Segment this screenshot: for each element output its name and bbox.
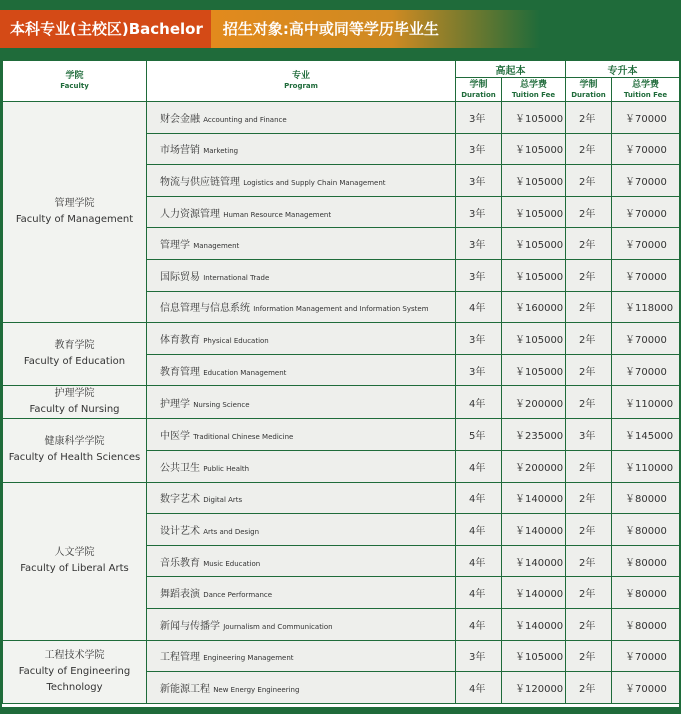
program-cell <box>147 640 456 672</box>
duration-gaoqiben-cell: 3年 <box>456 133 502 165</box>
faculty-cell <box>3 419 147 482</box>
program-name-en: International Trade <box>203 273 270 282</box>
fee-zhuanshengben-cell: ￥70000 <box>612 354 680 386</box>
table-row <box>3 102 680 134</box>
faculty-name-zh: 人文学院 <box>54 547 95 559</box>
duration-zhuanshengben-cell: 2年 <box>566 133 612 165</box>
duration-zhuanshengben-cell: 2年 <box>566 545 612 577</box>
fee-gaoqiben-cell: ￥105000 <box>502 228 566 260</box>
header-group-zhuanshengben: 专升本 <box>566 61 680 78</box>
fee-zhuanshengben-cell: ￥70000 <box>612 165 680 197</box>
duration-gaoqiben-cell: 3年 <box>456 354 502 386</box>
duration-gaoqiben-cell: 3年 <box>456 228 502 260</box>
program-name-en: Music Education <box>203 559 261 568</box>
duration-zhuanshengben-cell: 2年 <box>566 450 612 482</box>
fee-zhuanshengben-cell: ￥145000 <box>612 419 680 451</box>
faculty-cell <box>3 386 147 419</box>
duration-gaoqiben-cell: 3年 <box>456 259 502 291</box>
faculty-cell <box>3 640 147 703</box>
program-cell <box>147 291 456 323</box>
faculty-cell <box>3 102 147 323</box>
program-cell <box>147 577 456 609</box>
program-cell <box>147 482 456 514</box>
program-name-en: Logistics and Supply Chain Management <box>243 178 386 187</box>
fee-gaoqiben-cell: ￥105000 <box>502 640 566 672</box>
table-row <box>3 386 680 419</box>
duration-gaoqiben-cell: 4年 <box>456 482 502 514</box>
program-name-zh: 工程管理 <box>160 652 200 664</box>
fee-gaoqiben-cell: ￥140000 <box>502 577 566 609</box>
header-duration-1: 学制 Duration <box>456 78 502 102</box>
fee-zhuanshengben-cell: ￥70000 <box>612 323 680 355</box>
duration-zhuanshengben-cell: 3年 <box>566 419 612 451</box>
program-name-zh: 财会金融 <box>160 113 200 125</box>
fee-zhuanshengben-cell: ￥110000 <box>612 386 680 419</box>
header-group-gaoqiben: 高起本 <box>456 61 566 78</box>
fee-zhuanshengben-cell: ￥80000 <box>612 577 680 609</box>
fee-zhuanshengben-cell: ￥80000 <box>612 482 680 514</box>
program-cell <box>147 608 456 640</box>
fee-gaoqiben-cell: ￥105000 <box>502 354 566 386</box>
fee-zhuanshengben-cell: ￥80000 <box>612 514 680 546</box>
fee-zhuanshengben-cell: ￥80000 <box>612 545 680 577</box>
table-row <box>3 419 680 451</box>
program-cell <box>147 228 456 260</box>
program-name-zh: 信息管理与信息系统 <box>160 303 250 315</box>
program-name-zh: 新闻与传播学 <box>160 620 220 632</box>
header-faculty-en: Faculty <box>60 82 89 90</box>
duration-zhuanshengben-cell: 2年 <box>566 102 612 134</box>
program-cell <box>147 102 456 134</box>
duration-zhuanshengben-cell: 2年 <box>566 482 612 514</box>
program-name-en: Digital Arts <box>203 496 243 505</box>
program-name-zh: 新能源工程 <box>160 683 210 695</box>
duration-zhuanshengben-cell: 2年 <box>566 259 612 291</box>
program-name-en: Marketing <box>203 147 239 156</box>
fee-gaoqiben-cell: ￥160000 <box>502 291 566 323</box>
duration-gaoqiben-cell: 4年 <box>456 608 502 640</box>
program-cell <box>147 196 456 228</box>
fee-gaoqiben-cell: ￥105000 <box>502 133 566 165</box>
header-faculty-zh: 学院 <box>65 71 84 81</box>
fee-gaoqiben-cell: ￥200000 <box>502 386 566 419</box>
fee-zhuanshengben-cell: ￥70000 <box>612 196 680 228</box>
faculty-name-en: Faculty of Health Sciences <box>8 452 141 464</box>
program-name-en: Arts and Design <box>203 527 260 536</box>
fee-gaoqiben-cell: ￥140000 <box>502 608 566 640</box>
faculty-name-en: Faculty of Management <box>15 214 134 226</box>
tuition-table-container <box>2 60 679 707</box>
table-row <box>3 482 680 514</box>
program-name-zh: 国际贸易 <box>160 271 200 283</box>
header-faculty <box>3 61 147 102</box>
banner-program-level: 本科专业(主校区)Bachelor <box>0 10 211 48</box>
duration-gaoqiben-cell: 3年 <box>456 165 502 197</box>
duration-zhuanshengben-cell: 2年 <box>566 196 612 228</box>
program-cell <box>147 545 456 577</box>
header-duration-2: 学制 Duration <box>566 78 612 102</box>
faculty-name-zh: 健康科学学院 <box>44 436 105 448</box>
duration-zhuanshengben-cell: 2年 <box>566 640 612 672</box>
duration-zhuanshengben-cell: 2年 <box>566 672 612 704</box>
program-name-zh: 管理学 <box>160 240 190 252</box>
faculty-cell <box>3 323 147 386</box>
fee-zhuanshengben-cell: ￥80000 <box>612 608 680 640</box>
fee-gaoqiben-cell: ￥105000 <box>502 165 566 197</box>
program-cell <box>147 354 456 386</box>
fee-gaoqiben-cell: ￥105000 <box>502 259 566 291</box>
duration-gaoqiben-cell: 3年 <box>456 640 502 672</box>
banner-admission-target: 招生对象:高中或同等学历毕业生 <box>211 10 540 48</box>
duration-gaoqiben-cell: 4年 <box>456 514 502 546</box>
header-fee-2: 总学费 Tuition Fee <box>612 78 680 102</box>
program-name-zh: 舞蹈表演 <box>160 589 200 601</box>
table-body <box>3 102 680 704</box>
fee-gaoqiben-cell: ￥120000 <box>502 672 566 704</box>
fee-zhuanshengben-cell: ￥70000 <box>612 228 680 260</box>
program-cell <box>147 323 456 355</box>
program-name-en: Traditional Chinese Medicine <box>193 433 294 442</box>
fee-gaoqiben-cell: ￥105000 <box>502 323 566 355</box>
duration-zhuanshengben-cell: 2年 <box>566 577 612 609</box>
duration-zhuanshengben-cell: 2年 <box>566 165 612 197</box>
program-name-zh: 设计艺术 <box>160 525 200 537</box>
program-name-zh: 体育教育 <box>160 334 200 346</box>
duration-gaoqiben-cell: 4年 <box>456 386 502 419</box>
program-name-zh: 护理学 <box>160 398 190 410</box>
fee-zhuanshengben-cell: ￥118000 <box>612 291 680 323</box>
program-cell <box>147 514 456 546</box>
header-fee-1: 总学费 Tuition Fee <box>502 78 566 102</box>
program-name-en: Management <box>193 242 240 251</box>
fee-zhuanshengben-cell: ￥70000 <box>612 133 680 165</box>
faculty-name-en: Faculty of Liberal Arts <box>20 563 129 575</box>
faculty-name-zh: 教育学院 <box>54 340 95 352</box>
duration-zhuanshengben-cell: 2年 <box>566 323 612 355</box>
program-name-en: Engineering Management <box>203 654 294 663</box>
duration-zhuanshengben-cell: 2年 <box>566 514 612 546</box>
program-cell <box>147 165 456 197</box>
fee-zhuanshengben-cell: ￥70000 <box>612 259 680 291</box>
duration-gaoqiben-cell: 4年 <box>456 545 502 577</box>
program-name-zh: 中医学 <box>160 431 190 443</box>
tuition-table <box>2 60 680 704</box>
program-cell <box>147 672 456 704</box>
title-banner <box>0 10 540 48</box>
fee-zhuanshengben-cell: ￥70000 <box>612 640 680 672</box>
program-name-en: Information Management and Information System <box>253 305 429 314</box>
program-name-en: Dance Performance <box>203 591 273 600</box>
header-program-zh: 专业 <box>291 71 310 81</box>
fee-gaoqiben-cell: ￥235000 <box>502 419 566 451</box>
faculty-name-zh: 工程技术学院 <box>44 649 105 661</box>
program-name-zh: 物流与供应链管理 <box>160 176 240 188</box>
faculty-name-en: Faculty of Education <box>23 356 126 368</box>
table-row <box>3 640 680 672</box>
duration-gaoqiben-cell: 3年 <box>456 323 502 355</box>
program-name-zh: 数字艺术 <box>160 494 200 506</box>
program-name-en: Nursing Science <box>193 400 250 409</box>
faculty-cell <box>3 482 147 640</box>
program-name-en: Human Resource Management <box>223 210 332 219</box>
header-program-en: Program <box>284 82 318 90</box>
fee-zhuanshengben-cell: ￥70000 <box>612 102 680 134</box>
program-name-en: New Energy Engineering <box>213 685 300 694</box>
program-cell <box>147 419 456 451</box>
program-cell <box>147 450 456 482</box>
program-name-zh: 市场营销 <box>160 145 200 157</box>
duration-gaoqiben-cell: 4年 <box>456 291 502 323</box>
duration-zhuanshengben-cell: 2年 <box>566 228 612 260</box>
fee-gaoqiben-cell: ￥140000 <box>502 482 566 514</box>
program-cell <box>147 259 456 291</box>
faculty-name-zh: 管理学院 <box>54 198 95 210</box>
program-name-en: Education Management <box>203 368 287 377</box>
program-name-zh: 教育管理 <box>160 366 200 378</box>
program-name-zh: 公共卫生 <box>160 462 200 474</box>
duration-gaoqiben-cell: 4年 <box>456 450 502 482</box>
program-name-en: Physical Education <box>203 336 269 345</box>
fee-zhuanshengben-cell: ￥70000 <box>612 672 680 704</box>
program-name-zh: 音乐教育 <box>160 557 200 569</box>
program-name-en: Journalism and Communication <box>223 622 333 631</box>
fee-zhuanshengben-cell: ￥110000 <box>612 450 680 482</box>
fee-gaoqiben-cell: ￥140000 <box>502 514 566 546</box>
fee-gaoqiben-cell: ￥140000 <box>502 545 566 577</box>
duration-gaoqiben-cell: 4年 <box>456 672 502 704</box>
program-cell <box>147 133 456 165</box>
duration-gaoqiben-cell: 3年 <box>456 196 502 228</box>
duration-gaoqiben-cell: 5年 <box>456 419 502 451</box>
program-name-en: Public Health <box>203 464 250 473</box>
fee-gaoqiben-cell: ￥105000 <box>502 102 566 134</box>
faculty-name-zh: 护理学院 <box>54 388 95 400</box>
faculty-name-en: Faculty of Engineering Technology <box>18 665 131 693</box>
header-program <box>147 61 456 102</box>
duration-zhuanshengben-cell: 2年 <box>566 354 612 386</box>
duration-zhuanshengben-cell: 2年 <box>566 608 612 640</box>
duration-zhuanshengben-cell: 2年 <box>566 386 612 419</box>
program-name-zh: 人力资源管理 <box>160 208 220 220</box>
duration-zhuanshengben-cell: 2年 <box>566 291 612 323</box>
program-cell <box>147 386 456 419</box>
fee-gaoqiben-cell: ￥200000 <box>502 450 566 482</box>
faculty-name-en: Faculty of Nursing <box>29 404 120 416</box>
duration-gaoqiben-cell: 4年 <box>456 577 502 609</box>
duration-gaoqiben-cell: 3年 <box>456 102 502 134</box>
fee-gaoqiben-cell: ￥105000 <box>502 196 566 228</box>
program-name-en: Accounting and Finance <box>203 115 287 124</box>
table-row <box>3 323 680 355</box>
